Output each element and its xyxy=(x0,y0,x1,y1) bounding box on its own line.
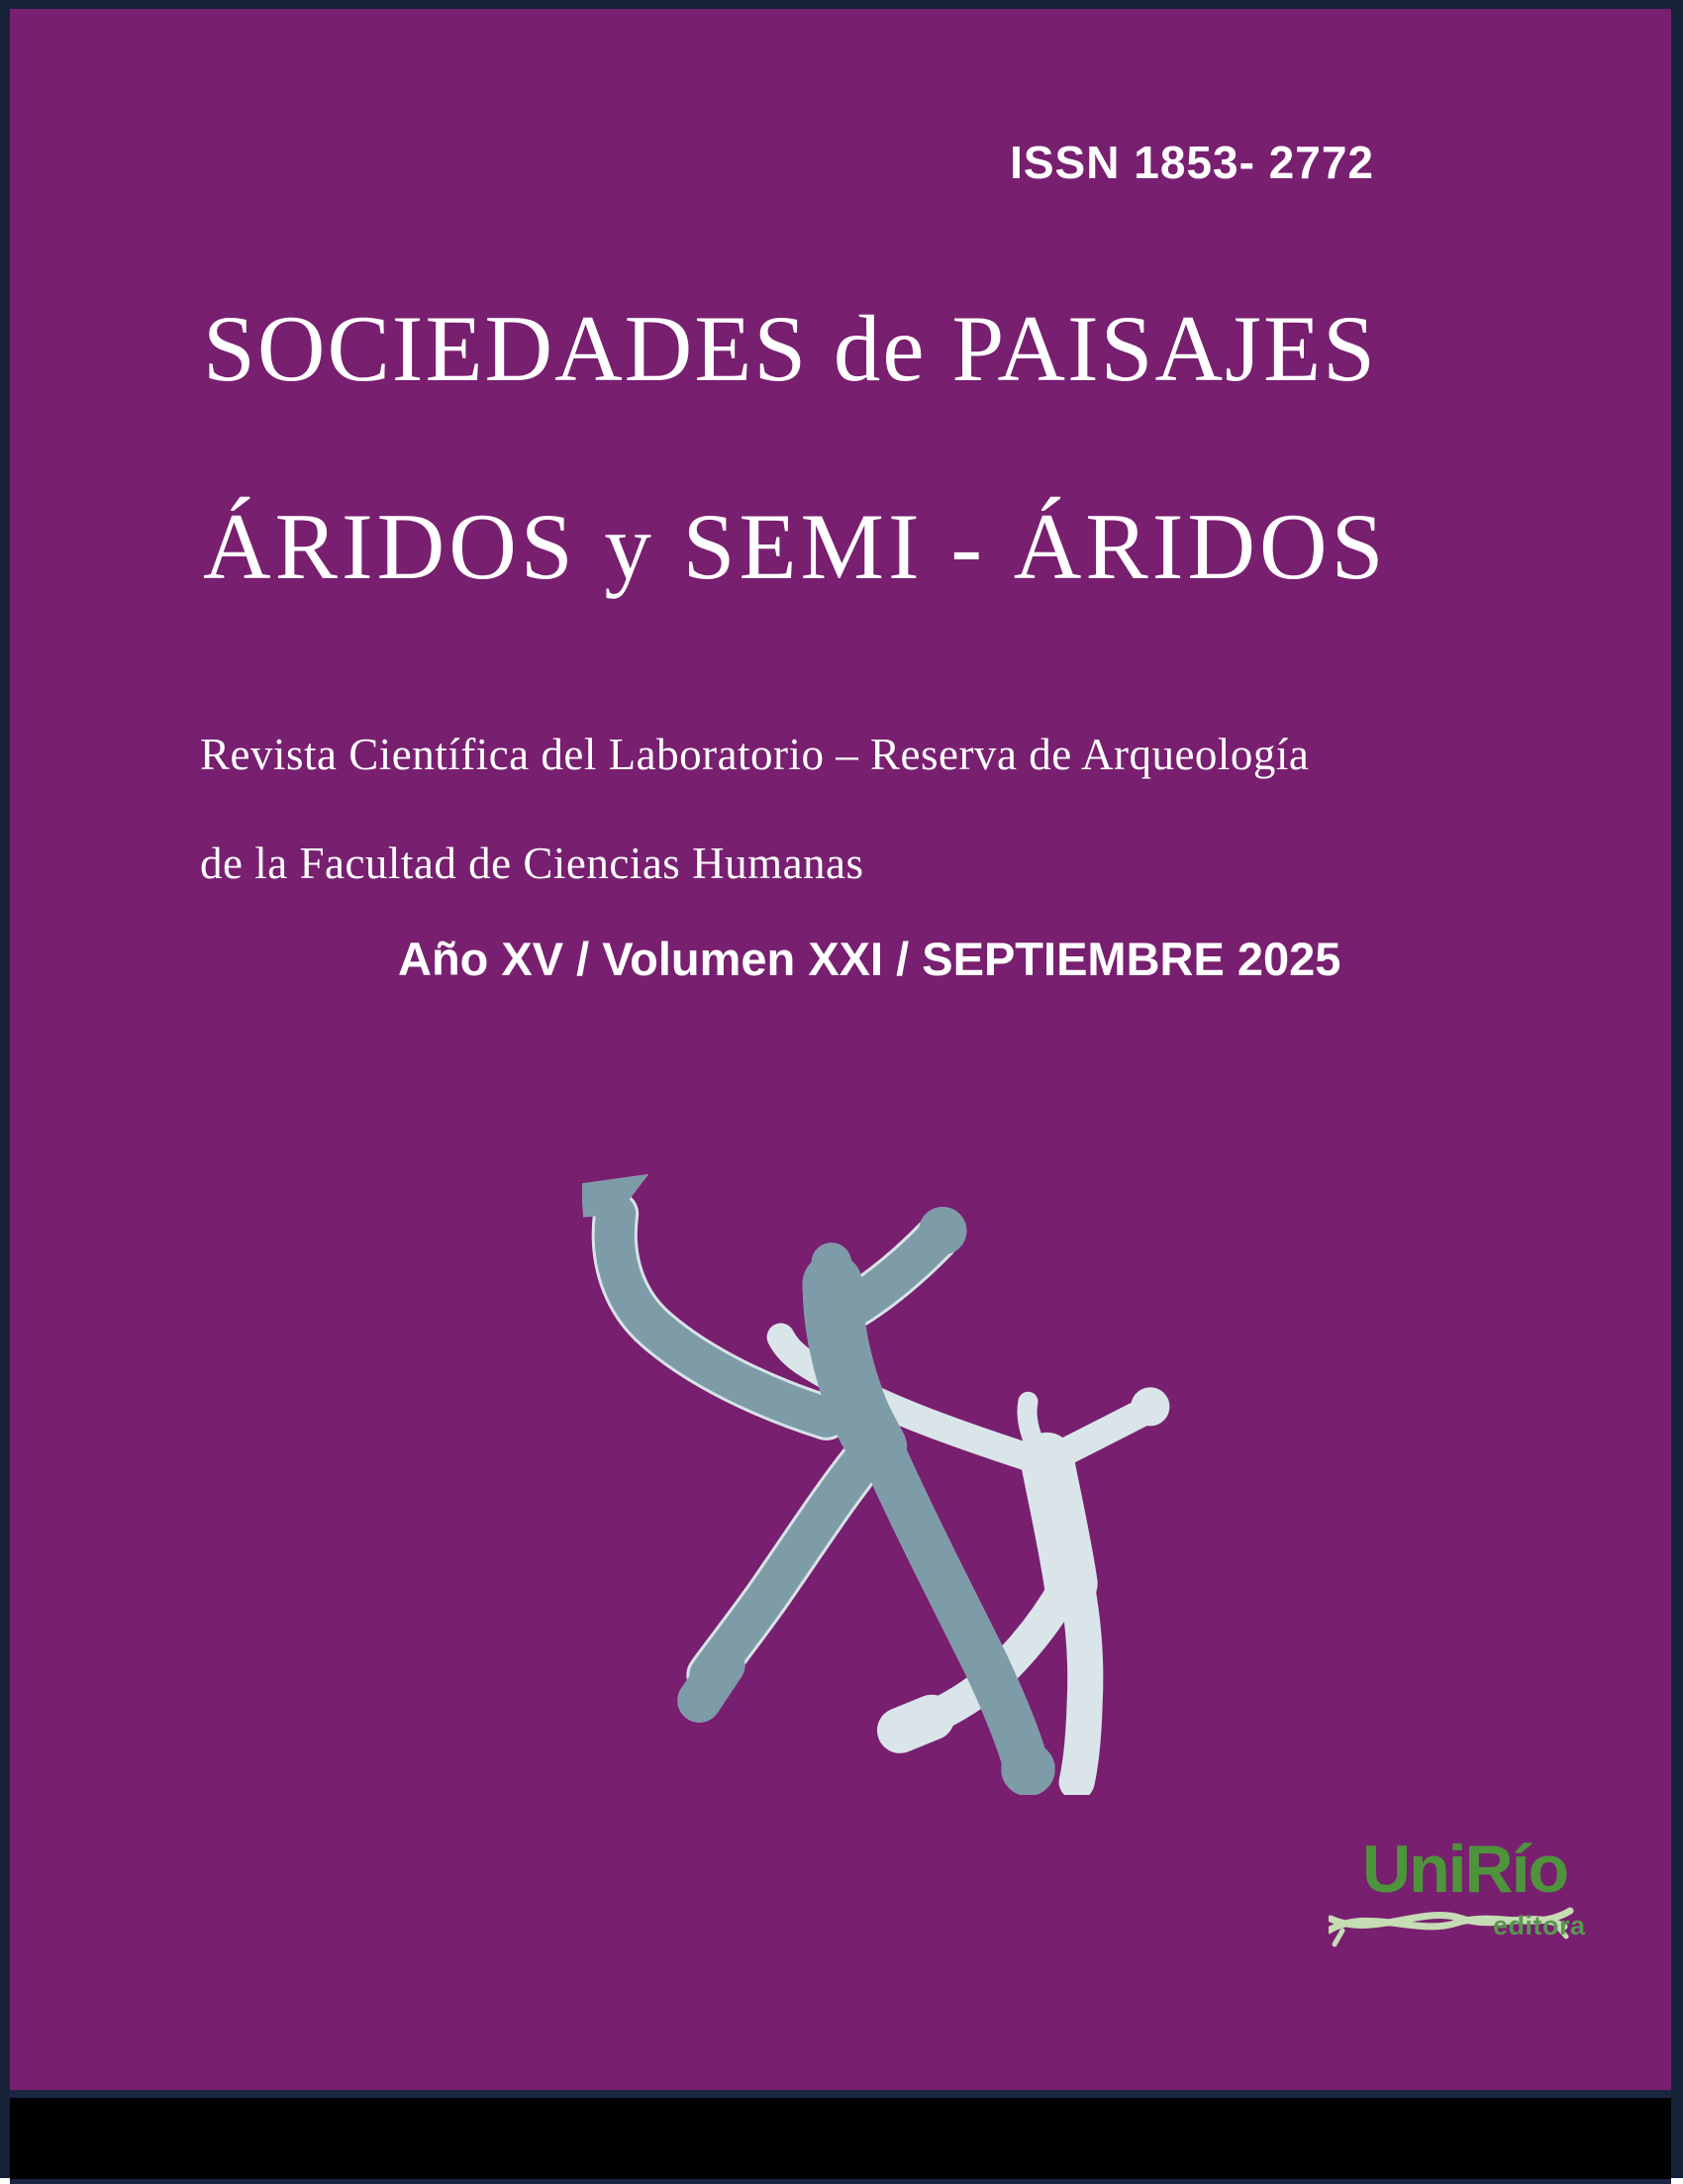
bottom-navy-divider-bottom xyxy=(10,2179,1671,2184)
journal-subtitle-line-1: Revista Científica del Laboratorio – Reserva de Arqueología xyxy=(200,730,1310,779)
light-figure-right-hand xyxy=(1132,1388,1169,1426)
light-figure-left-foot xyxy=(900,1718,932,1731)
rock-art-figures-artwork xyxy=(582,1153,1188,1795)
journal-subtitle-line-2: de la Facultad de Ciencias Humanas xyxy=(200,839,864,888)
issn-label: ISSN 1853- 2772 xyxy=(1010,137,1374,188)
unirio-wordmark: UniRío xyxy=(1362,1832,1568,1907)
editora-tagline: editora xyxy=(1493,1911,1586,1940)
edition-label: Año XV / Volumen XXI / SEPTIEMBRE 2025 xyxy=(398,933,1341,985)
bottom-black-band xyxy=(10,2098,1671,2179)
bottom-navy-divider-top xyxy=(10,2090,1671,2098)
light-figure-body xyxy=(1047,1459,1071,1583)
unirio-logo xyxy=(1329,1832,1606,1954)
light-figure-right-leg xyxy=(1077,1585,1086,1782)
journal-title-line-1: SOCIEDADES de PAISAJES xyxy=(203,296,1377,401)
journal-title-line-2: ÁRIDOS y SEMI - ÁRIDOS xyxy=(203,494,1388,599)
